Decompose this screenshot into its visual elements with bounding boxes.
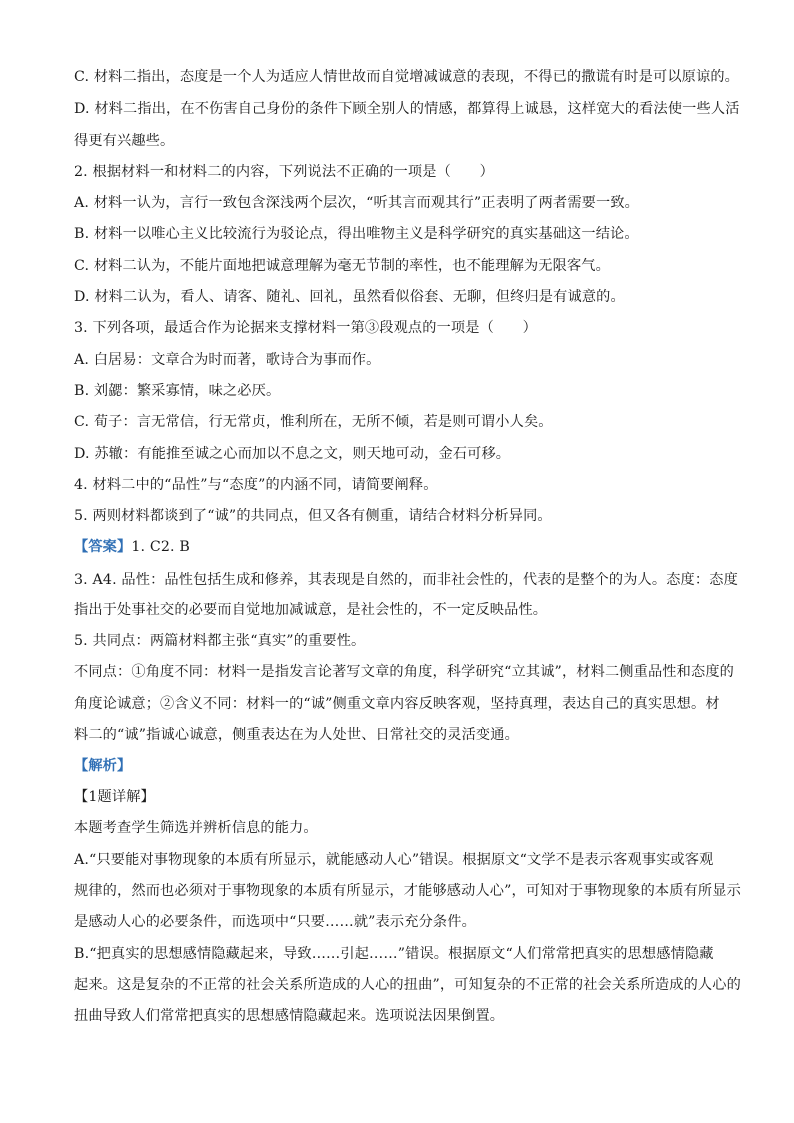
answer-line-6: 料二的“诚”指诚心诚意，侧重表达在为人处世、日常社交的灵活变通。 xyxy=(74,727,519,743)
answer-line xyxy=(74,537,742,557)
answer-line-3: 5. 共同点：两篇材料都主张“真实”的重要性。 xyxy=(74,633,366,649)
option-d-q1-cont: 得更有兴趣些。 xyxy=(74,133,175,149)
question-2: 2. 根据材料一和材料二的内容，下列说法不正确的一项是（ ） xyxy=(74,164,494,180)
detail-line-1: 本题考查学生筛选并辨析信息的能力。 xyxy=(74,820,318,836)
answer-tag: 【答案】 xyxy=(74,539,132,555)
option-d-q1: D. 材料二指出，在不伤害自己身份的条件下顾全别人的情感，都算得上诚恳，这样宽大的看法使一些人活 xyxy=(74,101,740,117)
option-a-q3: A. 白居易：文章合为时而著，歌诗合为事而作。 xyxy=(74,352,381,368)
answer-line-5: 角度论诚意；②含义不同：材料一的“诚”侧重文章内容反映客观，坚持真理，表达自己的真实思想。材 xyxy=(74,696,720,712)
detail-line-2: A.“只要能对事物现象的本质有所显示，就能感动人心”错误。根据原文“文学不是表示客观事实或客观 xyxy=(74,852,714,868)
detail-line-4: 是感动人心的必要条件，而选项中“只要……就”表示充分条件。 xyxy=(74,914,476,930)
detail-line-5: B.“把真实的思想感情隐藏起来，导致……引起……”错误。根据原文“人们常常把真实的思想感情隐藏 xyxy=(74,946,714,962)
option-b-q2: B. 材料一以唯心主义比较流行为驳论点，得出唯物主义是科学研究的真实基础这一结论。 xyxy=(74,226,639,242)
analysis-tag: 【解析】 xyxy=(74,758,132,774)
option-b-q3: B. 刘勰：繁采寡情，味之必厌。 xyxy=(74,383,281,399)
option-d-q2: D. 材料二认为，看人、请客、随礼、回礼，虽然看似俗套、无聊，但终归是有诚意的。 xyxy=(74,289,625,305)
option-c-q1: C. 材料二指出，态度是一个人为适应人情世故而自觉增减诚意的表现，不得已的撒谎有时是可以原谅的。 xyxy=(74,69,740,85)
option-a-q2: A. 材料一认为，言行一致包含深浅两个层次，“听其言而观其行”正表明了两者需要一致。 xyxy=(74,195,640,211)
question-4: 4. 材料二中的“品性”与“态度”的内涵不同，请简要阐释。 xyxy=(74,477,438,493)
detail-heading: 【1题详解】 xyxy=(74,789,155,805)
option-c-q2: C. 材料二认为，不能片面地把诚意理解为毫无节制的率性，也不能理解为无限客气。 xyxy=(74,258,610,274)
answer-first: 1. C2. B xyxy=(131,539,190,555)
question-5: 5. 两则材料都谈到了“诚”的共同点，但又各有侧重，请结合材料分析异同。 xyxy=(74,508,552,524)
detail-line-6: 起来。这是复杂的不正常的社会关系所造成的人心的扭曲”，可知复杂的不正常的社会关系所造成的人心的 xyxy=(74,977,741,993)
answer-line-4: 不同点：①角度不同：材料一是指发言论著写文章的角度，科学研究“立其诚”，材料二侧重品性和态度的 xyxy=(74,664,734,680)
analysis-line xyxy=(74,756,742,776)
option-d-q3: D. 苏辙：有能推至诚之心而加以不息之文，则天地可动，金石可移。 xyxy=(74,446,511,462)
answer-line-2: 指出于处事社交的必要而自觉地加减诚意，是社会性的，不一定反映品性。 xyxy=(74,602,548,618)
detail-line-3: 规律的，然而也必须对于事物现象的本质有所显示，才能够感动人心”，可知对于事物现象的本质有所显示 xyxy=(74,883,741,899)
option-c-q3: C. 荀子：言无常信，行无常贞，惟利所在，无所不倾，若是则可谓小人矣。 xyxy=(74,414,553,430)
question-3: 3. 下列各项，最适合作为论据来支撑材料一第③段观点的一项是（ ） xyxy=(74,320,537,336)
answer-line-1: 3. A4. 品性：品性包括生成和修养，其表现是自然的，而非社会性的，代表的是整个的为人。态度：态度 xyxy=(74,572,738,588)
detail-line-7: 扭曲导致人们常常把真实的思想感情隐藏起来。选项说法因果倒置。 xyxy=(74,1008,505,1024)
